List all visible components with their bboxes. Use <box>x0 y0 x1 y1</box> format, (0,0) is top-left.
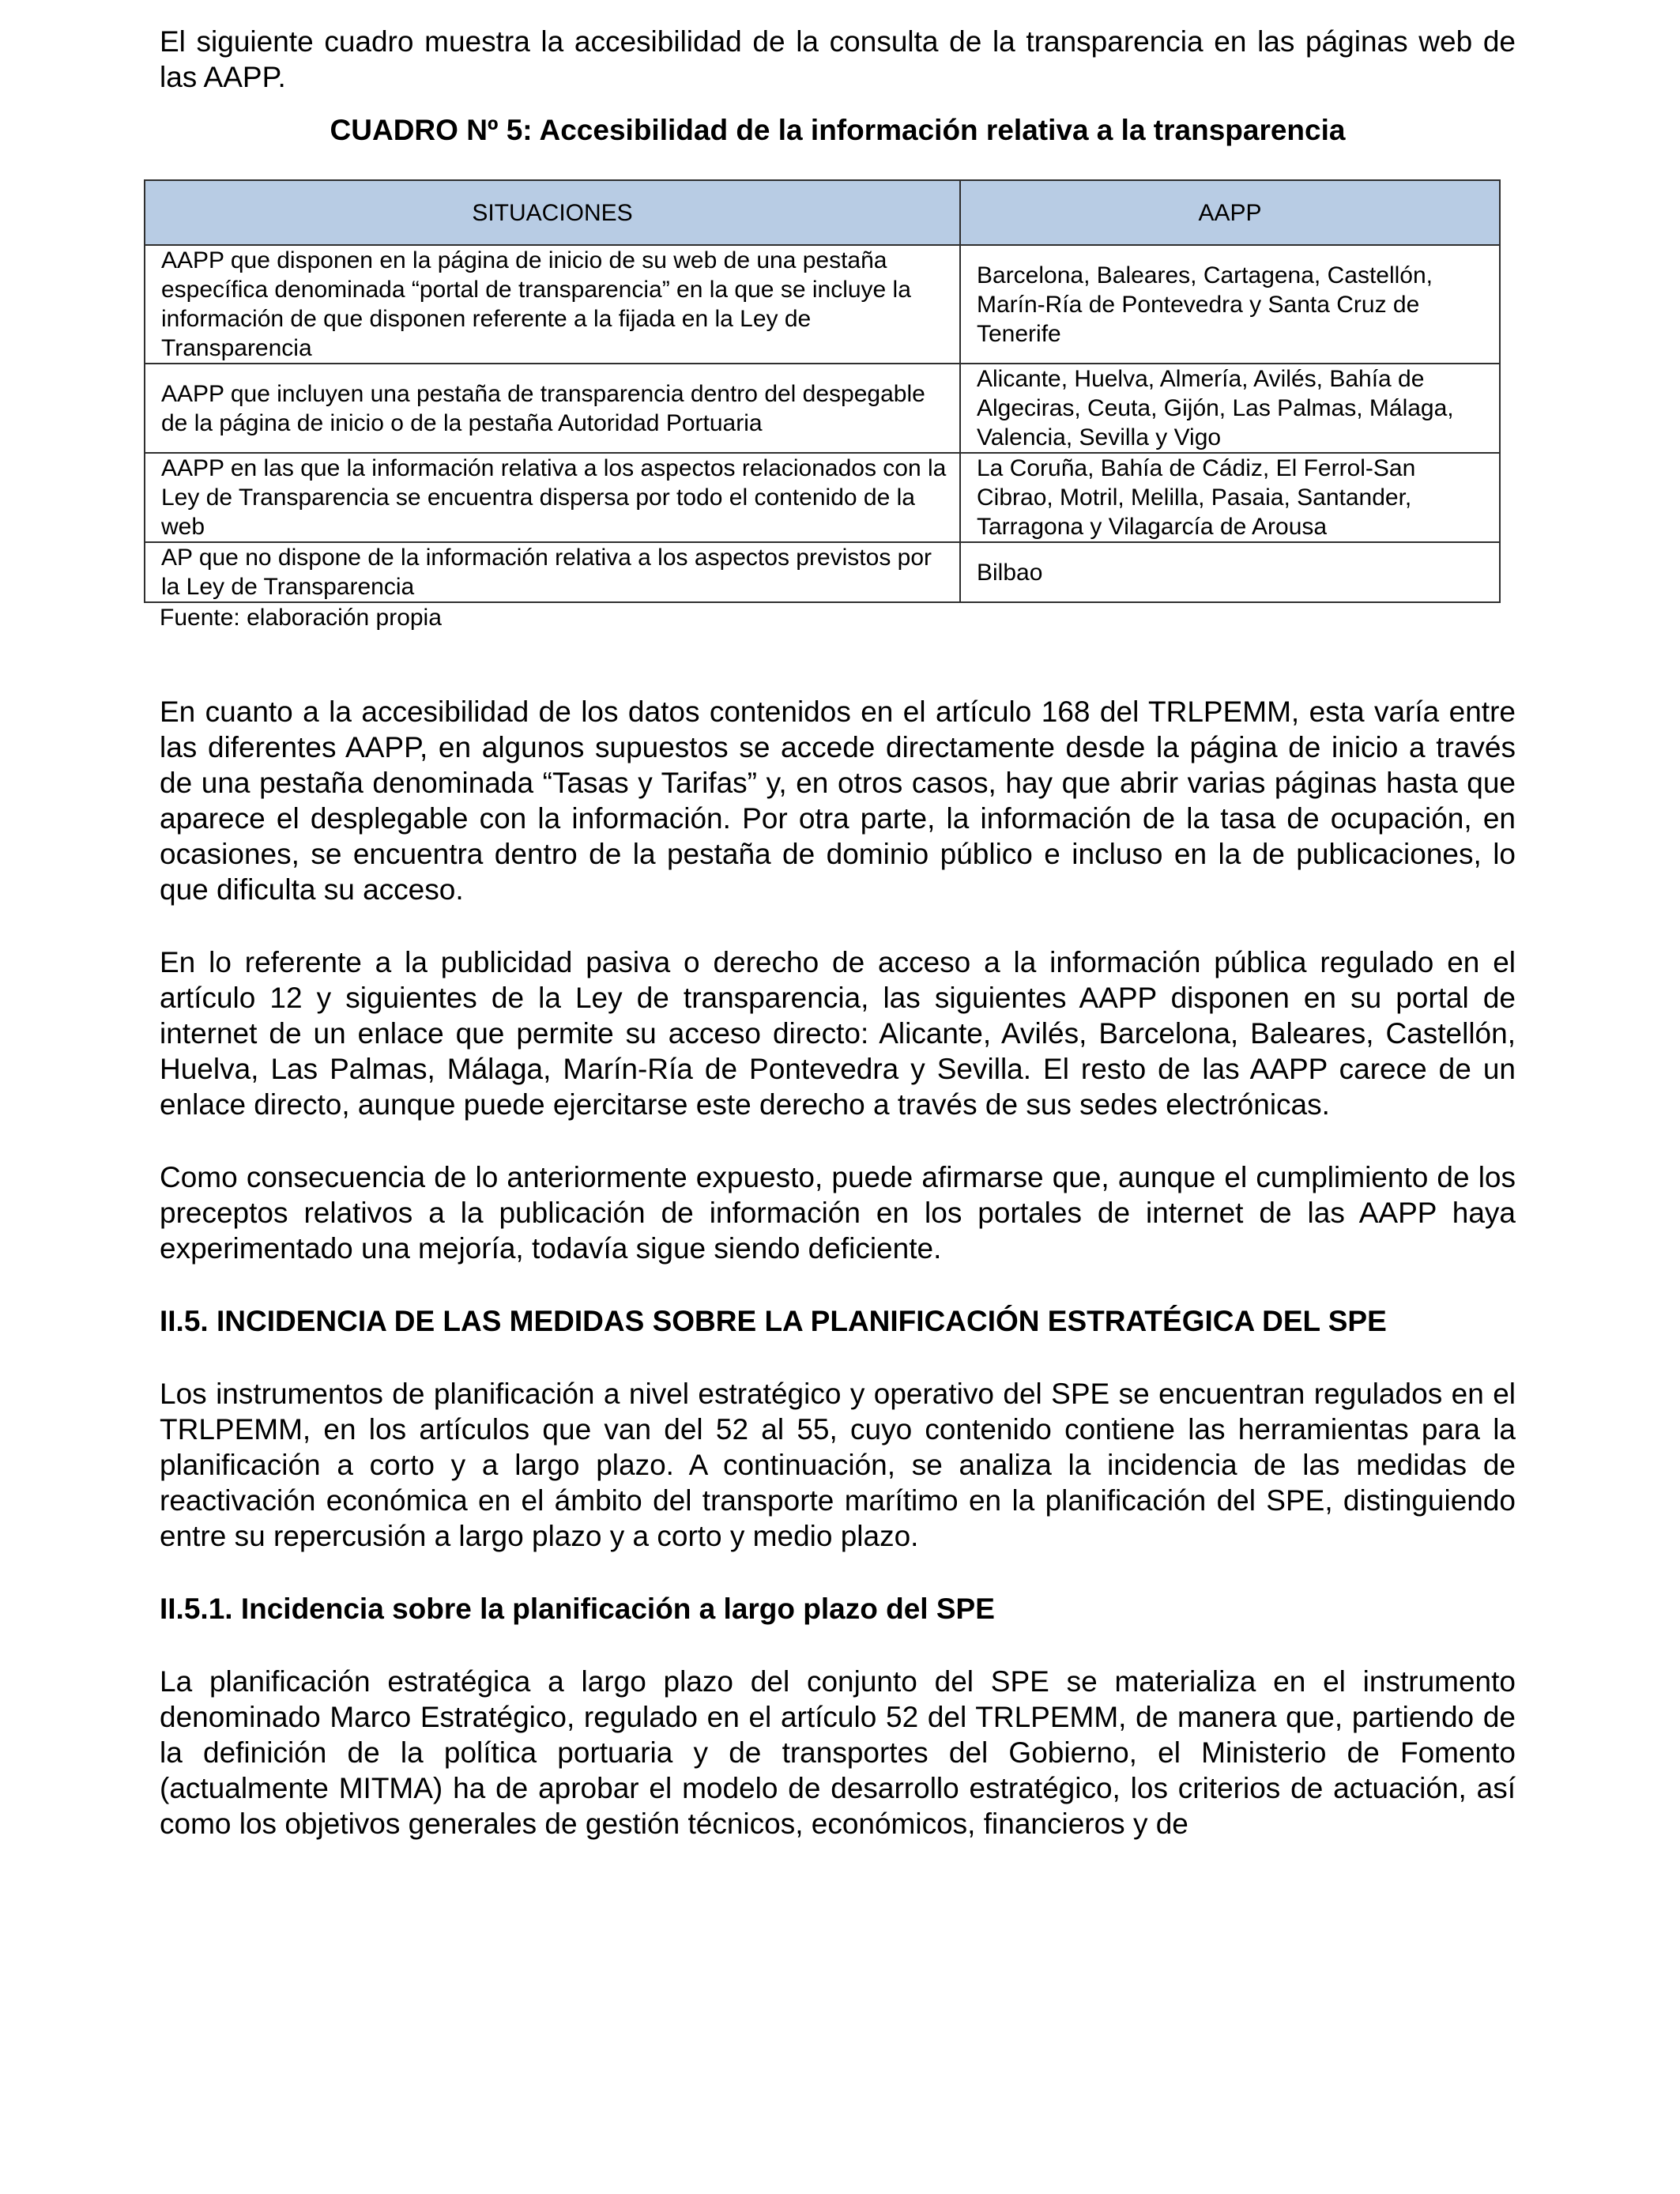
body-paragraph: En cuanto a la accesibilidad de los datos contenidos en el artículo 168 del TRLPEMM, esta varía entre las diferentes AAPP, en algunos supuestos se accede directamente desde la página de inicio a través de una pestaña denominada “Tasas y Tarifas” y, en otros casos, hay que abrir varias páginas hasta que aparece el desplegable con la información. Por otra parte, la información de la tasa de ocupación, en ocasiones, se encuentra dentro de la pestaña de dominio público e incluso en la de publicaciones, lo que dificulta su acceso. <box>160 696 1516 906</box>
aapp-cell: Barcelona, Baleares, Cartagena, Castellón, Marín-Ría de Pontevedra y Santa Cruz de Tenerife <box>960 245 1500 364</box>
situacion-cell: AAPP en las que la información relativa a los aspectos relacionados con la Ley de Transparencia se encuentra dispersa por todo el contenido de la web <box>145 453 960 542</box>
table-row <box>145 364 1500 453</box>
subsection-paragraph: La planificación estratégica a largo plazo del conjunto del SPE se materializa en el instrumento denominado Marco Estratégico, regulado en el artículo 52 del TRLPEMM, de manera que, partiendo de la definición de la política portuaria y de transportes del Gobierno, el Ministerio de Fomento (actualmente MITMA) ha de aprobar el modelo de desarrollo estratégico, los criterios de actuación, así como los objetivos generales de gestión técnicos, económicos, financieros y de <box>160 1665 1516 1840</box>
table-row <box>145 453 1500 542</box>
accessibility-table <box>144 179 1501 603</box>
situacion-cell: AAPP que disponen en la página de inicio de su web de una pestaña específica denominada “portal de transparencia” en la que se incluye la información de que disponen referente a la fijada en la Ley de Transparencia <box>145 245 960 364</box>
body-paragraph: Como consecuencia de lo anteriormente expuesto, puede afirmarse que, aunque el cumplimiento de los preceptos relativos a la publicación de información en los portales de internet de las AAPP haya experimentado una mejoría, todavía sigue siendo deficiente. <box>160 1161 1516 1265</box>
table-title: CUADRO Nº 5: Accesibilidad de la información relativa a la transparencia <box>330 114 1346 146</box>
aapp-cell: Bilbao <box>960 542 1500 602</box>
header-aapp: AAPP <box>960 180 1500 245</box>
table-source: Fuente: elaboración propia <box>160 605 442 631</box>
header-situaciones: SITUACIONES <box>145 180 960 245</box>
subsection-heading: II.5.1. Incidencia sobre la planificación a largo plazo del SPE <box>160 1593 995 1625</box>
table-row <box>145 245 1500 364</box>
section-paragraph: Los instrumentos de planificación a nivel estratégico y operativo del SPE se encuentran regulados en el TRLPEMM, en los artículos que van del 52 al 55, cuyo contenido contiene las herramientas para la planificación a corto y a largo plazo. A continuación, se analiza la incidencia de las medidas de reactivación económica en el ámbito del transporte marítimo en la planificación del SPE, distinguiendo entre su repercusión a largo plazo y a corto y medio plazo. <box>160 1378 1516 1552</box>
situacion-cell: AAPP que incluyen una pestaña de transparencia dentro del despegable de la página de inicio o de la pestaña Autoridad Portuaria <box>145 364 960 453</box>
body-paragraph: En lo referente a la publicidad pasiva o derecho de acceso a la información pública regulado en el artículo 12 y siguientes de la Ley de transparencia, las siguientes AAPP disponen en su portal de internet de un enlace que permite su acceso directo: Alicante, Avilés, Barcelona, Baleares, Castellón, Huelva, Las Palmas, Málaga, Marín-Ría de Pontevedra y Sevilla. El resto de las AAPP carece de un enlace directo, aunque puede ejercitarse este derecho a través de sus sedes electrónicas. <box>160 946 1516 1121</box>
table-header-row <box>145 180 1500 245</box>
situacion-cell: AP que no dispone de la información relativa a los aspectos previstos por la Ley de Transparencia <box>145 542 960 602</box>
document-page <box>160 24 1516 1842</box>
aapp-cell: Alicante, Huelva, Almería, Avilés, Bahía de Algeciras, Ceuta, Gijón, Las Palmas, Málaga, Valencia, Sevilla y Vigo <box>960 364 1500 453</box>
aapp-cell: La Coruña, Bahía de Cádiz, El Ferrol-San Cibrao, Motril, Melilla, Pasaia, Santander, Tarragona y Vilagarcía de Arousa <box>960 453 1500 542</box>
table-row <box>145 542 1500 602</box>
section-heading: II.5. INCIDENCIA DE LAS MEDIDAS SOBRE LA PLANIFICACIÓN ESTRATÉGICA DEL SPE <box>160 1305 1387 1337</box>
intro-paragraph: El siguiente cuadro muestra la accesibilidad de la consulta de la transparencia en las páginas web de las AAPP. <box>160 25 1516 93</box>
